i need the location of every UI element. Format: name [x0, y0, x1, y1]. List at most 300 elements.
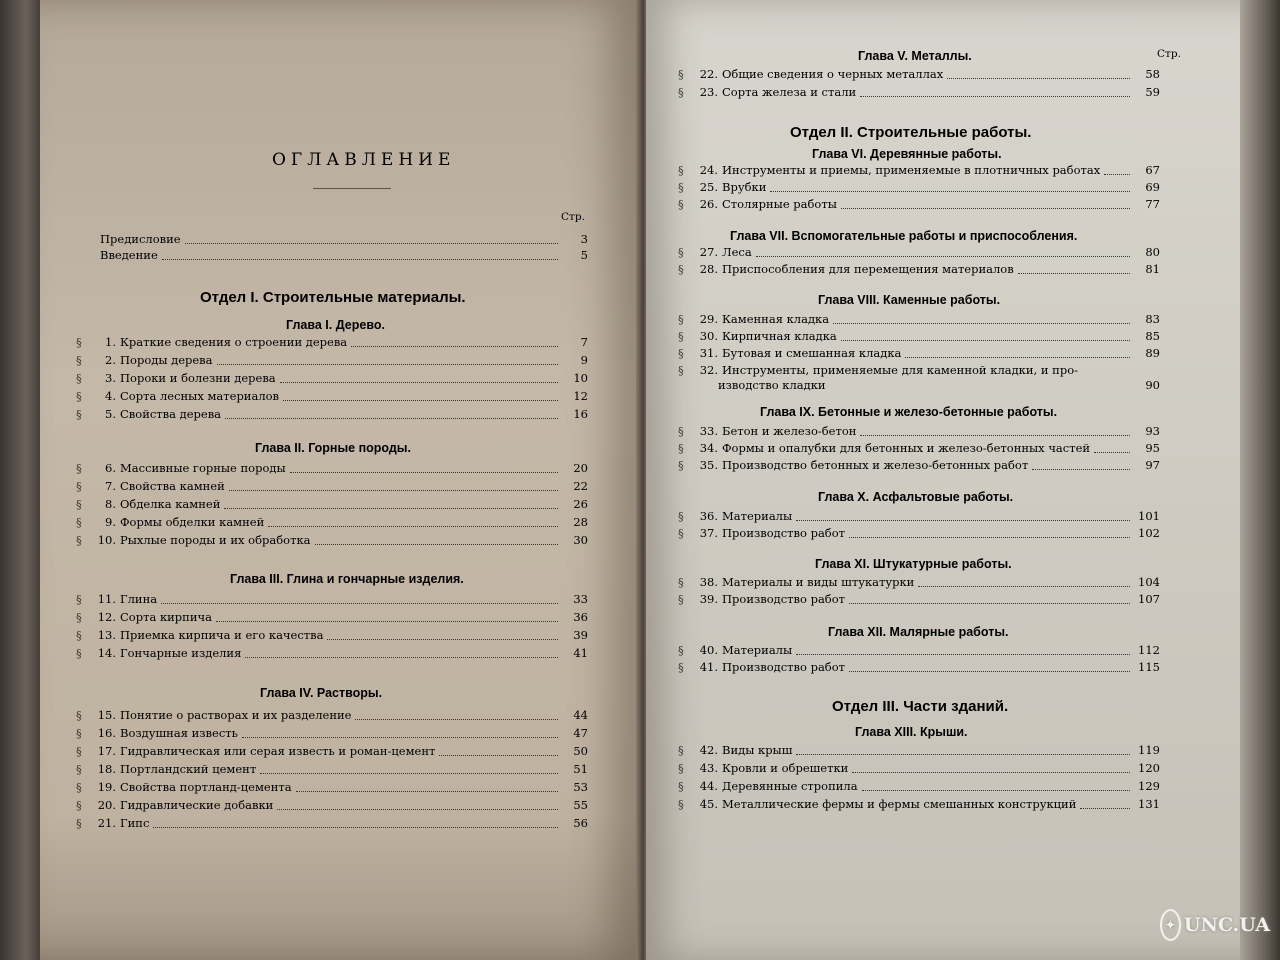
toc-entry[interactable]: [76, 515, 588, 530]
section-sign-icon: §: [678, 329, 684, 343]
entry-number: 40.: [699, 643, 718, 657]
toc-entry[interactable]: [678, 85, 1160, 100]
entry-title: Бетон и железо-бетон: [722, 424, 857, 438]
entry-page-number: 41: [573, 646, 588, 660]
section-sign-icon: §: [76, 798, 82, 812]
entry-number: 43.: [699, 761, 718, 775]
toc-entry[interactable]: [76, 371, 588, 386]
toc-entry[interactable]: [678, 761, 1160, 776]
toc-entry[interactable]: [678, 67, 1160, 82]
toc-entry[interactable]: [678, 262, 1160, 277]
entry-title: Материалы: [722, 643, 793, 657]
dot-leader: [1018, 272, 1130, 274]
entry-title: Формы обделки камней: [120, 515, 265, 529]
toc-entry[interactable]: [678, 163, 1160, 178]
entry-title: Предисловие: [100, 232, 181, 246]
dot-leader: [242, 736, 558, 738]
dot-leader: [756, 255, 1130, 257]
toc-entry[interactable]: [76, 708, 588, 723]
entry-title: Глина: [120, 592, 158, 606]
section-sign-icon: §: [678, 441, 684, 455]
section-sign-icon: §: [678, 660, 684, 674]
dot-leader: [770, 190, 1130, 192]
entry-title: Инструменты и приемы, применяемые в плотничных работах: [722, 163, 1101, 177]
toc-entry[interactable]: [76, 592, 588, 607]
section-sign-icon: §: [678, 163, 684, 177]
entry-number: 44.: [699, 779, 718, 793]
toc-entry[interactable]: [678, 643, 1160, 658]
dot-leader: [1032, 468, 1130, 470]
dot-leader: [852, 771, 1130, 773]
section-sign-icon: §: [678, 85, 684, 99]
entry-number: 17.: [97, 744, 116, 758]
entry-page-number: 90: [1145, 378, 1160, 392]
entry-page-number: 102: [1138, 526, 1160, 540]
section-sign-icon: §: [76, 762, 82, 776]
entry-title: Приемка кирпича и его качества: [120, 628, 324, 642]
entry-title: Леса: [722, 245, 752, 259]
entry-page-number: 112: [1138, 643, 1160, 657]
entry-number: 4.: [105, 389, 116, 403]
entry-title: Материалы и виды штукатурки: [722, 575, 915, 589]
toc-entry[interactable]: [678, 743, 1160, 758]
entry-number: 11.: [97, 592, 116, 606]
section-sign-icon: §: [76, 479, 82, 493]
entry-number: 21.: [97, 816, 116, 830]
entry-number: 42.: [699, 743, 718, 757]
section-sign-icon: §: [678, 509, 684, 523]
chapter-title: Глава XIII. Крыши.: [855, 725, 968, 739]
entry-title: Рыхлые породы и их обработка: [120, 533, 311, 547]
entry-number: 7.: [105, 479, 116, 493]
entry-title: Сорта железа и стали: [722, 85, 857, 99]
section-sign-icon: §: [678, 197, 684, 211]
entry-page-number: 107: [1138, 592, 1160, 606]
dot-leader: [268, 525, 558, 527]
entry-number: 6.: [105, 461, 116, 475]
entry-page-number: 20: [573, 461, 588, 475]
entry-page-number: 9: [580, 353, 588, 367]
entry-page-number: 85: [1145, 329, 1160, 343]
toc-entry[interactable]: [76, 816, 588, 831]
entry-page-number: 58: [1145, 67, 1160, 81]
right-page: [646, 0, 1260, 960]
dot-leader: [229, 489, 558, 491]
entry-page-number: 93: [1145, 424, 1160, 438]
dot-leader: [351, 345, 558, 347]
section-sign-icon: §: [678, 797, 684, 811]
entry-number: 18.: [97, 762, 116, 776]
dot-leader: [849, 536, 1130, 538]
entry-number: 23.: [699, 85, 718, 99]
entry-page-number: 7: [580, 335, 588, 349]
entry-number: 22.: [699, 67, 718, 81]
dot-leader: [277, 808, 558, 810]
entry-page-number: 55: [573, 798, 588, 812]
dot-leader: [439, 754, 558, 756]
chapter-title: Глава VII. Вспомогательные работы и приспособления.: [730, 229, 1078, 243]
toc-entry[interactable]: [678, 424, 1160, 439]
section-sign-icon: §: [76, 744, 82, 758]
toc-entry[interactable]: [76, 497, 588, 512]
dot-leader: [283, 399, 558, 401]
page-edges: [1240, 0, 1280, 960]
page-column-header-right: Стр.: [1157, 48, 1181, 60]
entry-number: 16.: [97, 726, 116, 740]
entry-title: Общие сведения о черных металлах: [722, 67, 944, 81]
toc-entry[interactable]: [76, 479, 588, 494]
entry-title: Металлические фермы и фермы смешанных конструкций: [722, 797, 1077, 811]
entry-title: Инструменты, применяемые для каменной кладки, и про-: [722, 363, 1079, 377]
toc-entry[interactable]: [76, 744, 588, 759]
entry-page-number: 10: [573, 371, 588, 385]
section-sign-icon: §: [678, 643, 684, 657]
section-sign-icon: §: [678, 458, 684, 472]
entry-title: Воздушная известь: [120, 726, 238, 740]
entry-number: 37.: [699, 526, 718, 540]
entry-number: 3.: [105, 371, 116, 385]
toc-entry[interactable]: [76, 780, 588, 795]
dot-leader: [849, 670, 1130, 672]
entry-number: 32.: [699, 363, 718, 377]
entry-number: 10.: [97, 533, 116, 547]
section-sign-icon: §: [76, 816, 82, 830]
entry-number: 15.: [97, 708, 116, 722]
section-sign-icon: §: [76, 708, 82, 722]
section-sign-icon: §: [76, 726, 82, 740]
entry-title: Приспособления для перемещения материалов: [722, 262, 1014, 276]
section-sign-icon: §: [76, 371, 82, 385]
entry-page-number: 36: [573, 610, 588, 624]
entry-number: 14.: [97, 646, 116, 660]
toc-entry[interactable]: [100, 248, 588, 263]
section-sign-icon: §: [678, 592, 684, 606]
entry-title: Гидравлическая или серая известь и роман-цемент: [120, 744, 436, 758]
entry-title: Свойства камней: [120, 479, 225, 493]
chapter-title: Глава II. Горные породы.: [255, 441, 411, 455]
dot-leader: [841, 207, 1130, 209]
entry-title: Деревянные стропила: [722, 779, 858, 793]
entry-title: Производство работ: [722, 592, 846, 606]
section-sign-icon: §: [678, 424, 684, 438]
entry-title: Понятие о растворах и их разделение: [120, 708, 352, 722]
entry-page-number: 104: [1138, 575, 1160, 589]
dot-leader: [841, 339, 1130, 341]
section-sign-icon: §: [678, 743, 684, 757]
section-sign-icon: §: [76, 780, 82, 794]
dot-leader: [862, 789, 1130, 791]
entry-number: 38.: [699, 575, 718, 589]
toc-entry[interactable]: [678, 312, 1160, 327]
entry-title: Породы дерева: [120, 353, 213, 367]
entry-page-number: 51: [573, 762, 588, 776]
entry-page-number: 22: [573, 479, 588, 493]
dot-leader: [245, 656, 558, 658]
dot-leader: [796, 653, 1130, 655]
section-sign-icon: §: [76, 610, 82, 624]
dot-leader: [260, 772, 558, 774]
entry-title: Гончарные изделия: [120, 646, 242, 660]
entry-page-number: 33: [573, 592, 588, 606]
entry-title: Портландский цемент: [120, 762, 257, 776]
entry-page-number: 26: [573, 497, 588, 511]
section-sign-icon: §: [678, 67, 684, 81]
chapter-title: Глава VIII. Каменные работы.: [818, 293, 1001, 307]
toc-entry[interactable]: [678, 180, 1160, 195]
toc-entry[interactable]: [76, 533, 588, 548]
entry-page-number: 119: [1138, 743, 1160, 757]
section-heading-3: Отдел III. Части зданий.: [832, 698, 1009, 715]
section-sign-icon: §: [76, 497, 82, 511]
entry-page-number: 77: [1145, 197, 1160, 211]
entry-number: 13.: [97, 628, 116, 642]
section-sign-icon: §: [76, 533, 82, 547]
toc-entry[interactable]: [100, 232, 588, 247]
dot-leader: [796, 753, 1130, 755]
chapter-title: Глава V. Металлы.: [858, 49, 972, 63]
toc-entry[interactable]: [76, 389, 588, 404]
section-sign-icon: §: [678, 526, 684, 540]
entry-title: Производство работ: [722, 526, 846, 540]
toc-entry[interactable]: [76, 798, 588, 813]
entry-title: Формы и опалубки для бетонных и железо-бетонных частей: [722, 441, 1091, 455]
toc-entry[interactable]: [678, 660, 1160, 675]
toc-entry[interactable]: [76, 762, 588, 777]
toc-entry[interactable]: [678, 346, 1160, 361]
chapter-title: Глава IV. Растворы.: [260, 686, 383, 700]
entry-number: 28.: [699, 262, 718, 276]
section-sign-icon: §: [76, 592, 82, 606]
entry-number: 26.: [699, 197, 718, 211]
section-sign-icon: §: [76, 389, 82, 403]
entry-page-number: 47: [573, 726, 588, 740]
section-heading-2: Отдел II. Строительные работы.: [790, 124, 1032, 141]
watermark: [1160, 905, 1270, 945]
toc-entry[interactable]: [678, 363, 1160, 392]
entry-title: Гипс: [120, 816, 150, 830]
toc-entry[interactable]: [678, 197, 1160, 212]
entry-page-number: 131: [1138, 797, 1160, 811]
section-sign-icon: §: [76, 461, 82, 475]
toc-entry[interactable]: [76, 726, 588, 741]
toc-entry[interactable]: [678, 797, 1160, 812]
toc-entry[interactable]: [678, 592, 1160, 607]
entry-page-number: 59: [1145, 85, 1160, 99]
entry-page-number: 69: [1145, 180, 1160, 194]
dot-leader: [217, 363, 558, 365]
entry-title: Производство бетонных и железо-бетонных работ: [722, 458, 1029, 472]
entry-page-number: 83: [1145, 312, 1160, 326]
entry-number: 2.: [105, 353, 116, 367]
section-sign-icon: §: [678, 575, 684, 589]
chapter-title: Глава IX. Бетонные и железо-бетонные работы.: [760, 405, 1058, 419]
toc-entry[interactable]: [76, 353, 588, 368]
toc-entry[interactable]: [76, 610, 588, 625]
toc-entry[interactable]: [678, 575, 1160, 590]
entry-number: 31.: [699, 346, 718, 360]
entry-page-number: 28: [573, 515, 588, 529]
entry-title: Материалы: [722, 509, 793, 523]
entry-title: Столярные работы: [722, 197, 837, 211]
entry-title: Каменная кладка: [722, 312, 830, 326]
toc-entry[interactable]: [678, 329, 1160, 344]
chapter-title: Глава III. Глина и гончарные изделия.: [230, 572, 464, 586]
entry-number: 45.: [699, 797, 718, 811]
chapter-title: Глава XII. Малярные работы.: [828, 625, 1009, 639]
dot-leader: [1094, 451, 1130, 453]
entry-title: Виды крыш: [722, 743, 793, 757]
chapter-title: Глава XI. Штукатурные работы.: [815, 557, 1012, 571]
entry-page-number: 81: [1145, 262, 1160, 276]
entry-number: 29.: [699, 312, 718, 326]
dot-leader: [290, 471, 558, 473]
entry-page-number: 101: [1138, 509, 1160, 523]
entry-number: 30.: [699, 329, 718, 343]
dot-leader: [161, 602, 558, 604]
toc-entry[interactable]: [76, 335, 588, 350]
entry-number: 5.: [105, 407, 116, 421]
entry-title-continued: изводство кладки: [718, 378, 826, 392]
dot-leader: [296, 790, 558, 792]
entry-number: 41.: [699, 660, 718, 674]
toc-entry[interactable]: [76, 628, 588, 643]
section-sign-icon: §: [76, 628, 82, 642]
dot-leader: [905, 356, 1130, 358]
toc-entry[interactable]: [76, 407, 588, 422]
entry-page-number: 5: [580, 248, 588, 262]
toc-entry[interactable]: [678, 458, 1160, 473]
entry-page-number: 3: [580, 232, 588, 246]
dot-leader: [860, 95, 1130, 97]
entry-title: Свойства портланд-цемента: [120, 780, 292, 794]
entry-page-number: 97: [1145, 458, 1160, 472]
toc-entry[interactable]: [76, 461, 588, 476]
chapter-title: Глава X. Асфальтовые работы.: [818, 490, 1014, 504]
section-sign-icon: §: [678, 346, 684, 360]
dot-leader: [162, 258, 558, 260]
entry-number: 25.: [699, 180, 718, 194]
page-column-header: Стр.: [561, 211, 585, 223]
entry-number: 20.: [97, 798, 116, 812]
entry-number: 35.: [699, 458, 718, 472]
dot-leader: [185, 242, 558, 244]
section-sign-icon: §: [76, 407, 82, 421]
entry-page-number: 120: [1138, 761, 1160, 775]
entry-number: 36.: [699, 509, 718, 523]
dot-leader: [860, 434, 1130, 436]
entry-page-number: 39: [573, 628, 588, 642]
title-rule: [313, 188, 391, 189]
toc-entry[interactable]: [678, 245, 1160, 260]
section-sign-icon: §: [76, 335, 82, 349]
dot-leader: [280, 381, 558, 383]
dot-leader: [216, 620, 558, 622]
dot-leader: [327, 638, 558, 640]
entry-number: 39.: [699, 592, 718, 606]
entry-page-number: 30: [573, 533, 588, 547]
entry-number: 8.: [105, 497, 116, 511]
section-sign-icon: §: [678, 180, 684, 194]
entry-page-number: 115: [1138, 660, 1160, 674]
entry-page-number: 16: [573, 407, 588, 421]
entry-number: 33.: [699, 424, 718, 438]
entry-title: Кровли и обрешетки: [722, 761, 849, 775]
entry-page-number: 50: [573, 744, 588, 758]
section-sign-icon: §: [678, 245, 684, 259]
section-sign-icon: §: [678, 262, 684, 276]
entry-title: Производство работ: [722, 660, 846, 674]
section-sign-icon: §: [678, 312, 684, 326]
entry-page-number: 129: [1138, 779, 1160, 793]
entry-page-number: 89: [1145, 346, 1160, 360]
dot-leader: [355, 718, 558, 720]
dot-leader: [849, 602, 1130, 604]
dot-leader: [833, 322, 1130, 324]
entry-title: Сорта лесных материалов: [120, 389, 280, 403]
entry-page-number: 56: [573, 816, 588, 830]
entry-page-number: 80: [1145, 245, 1160, 259]
entry-number: 1.: [105, 335, 116, 349]
watermark-text: UNC.UA: [1183, 914, 1270, 936]
entry-title: Сорта кирпича: [120, 610, 212, 624]
entry-title: Пороки и болезни дерева: [120, 371, 276, 385]
toc-entry[interactable]: [678, 509, 1160, 524]
dot-leader: [1104, 173, 1130, 175]
entry-page-number: 95: [1145, 441, 1160, 455]
section-sign-icon: §: [678, 779, 684, 793]
dot-leader: [315, 543, 558, 545]
toc-title: ОГЛАВЛЕНИЕ: [272, 150, 456, 170]
dot-leader: [796, 519, 1130, 521]
entry-page-number: 53: [573, 780, 588, 794]
entry-title: Обделка камней: [120, 497, 221, 511]
toc-entry[interactable]: [678, 526, 1160, 541]
section-sign-icon: §: [76, 646, 82, 660]
section-sign-icon: §: [76, 353, 82, 367]
entry-title: Краткие сведения о строении дерева: [120, 335, 348, 349]
dot-leader: [1080, 807, 1130, 809]
toc-entry[interactable]: [678, 441, 1160, 456]
entry-title: Введение: [100, 248, 158, 262]
entry-number: 12.: [97, 610, 116, 624]
entry-page-number: 12: [573, 389, 588, 403]
toc-entry[interactable]: [76, 646, 588, 661]
section-sign-icon: §: [678, 363, 684, 377]
entry-title: Кирпичная кладка: [722, 329, 837, 343]
chapter-title: Глава I. Дерево.: [286, 318, 385, 332]
dot-leader: [918, 585, 1130, 587]
entry-title: Массивные горные породы: [120, 461, 286, 475]
entry-number: 34.: [699, 441, 718, 455]
section-heading-1: Отдел I. Строительные материалы.: [200, 289, 466, 306]
dot-leader: [153, 826, 558, 828]
section-sign-icon: §: [678, 761, 684, 775]
entry-page-number: 44: [573, 708, 588, 722]
entry-title: Гидравлические добавки: [120, 798, 274, 812]
entry-title: Свойства дерева: [120, 407, 222, 421]
watermark-seal-icon: ✦: [1160, 909, 1181, 941]
entry-title: Бутовая и смешанная кладка: [722, 346, 902, 360]
dot-leader: [947, 77, 1130, 79]
entry-title: Врубки: [722, 180, 767, 194]
entry-number: 24.: [699, 163, 718, 177]
entry-page-number: 67: [1145, 163, 1160, 177]
entry-number: 19.: [97, 780, 116, 794]
toc-entry[interactable]: [678, 779, 1160, 794]
entry-number: 9.: [105, 515, 116, 529]
dot-leader: [224, 507, 558, 509]
chapter-title: Глава VI. Деревянные работы.: [812, 147, 1002, 161]
